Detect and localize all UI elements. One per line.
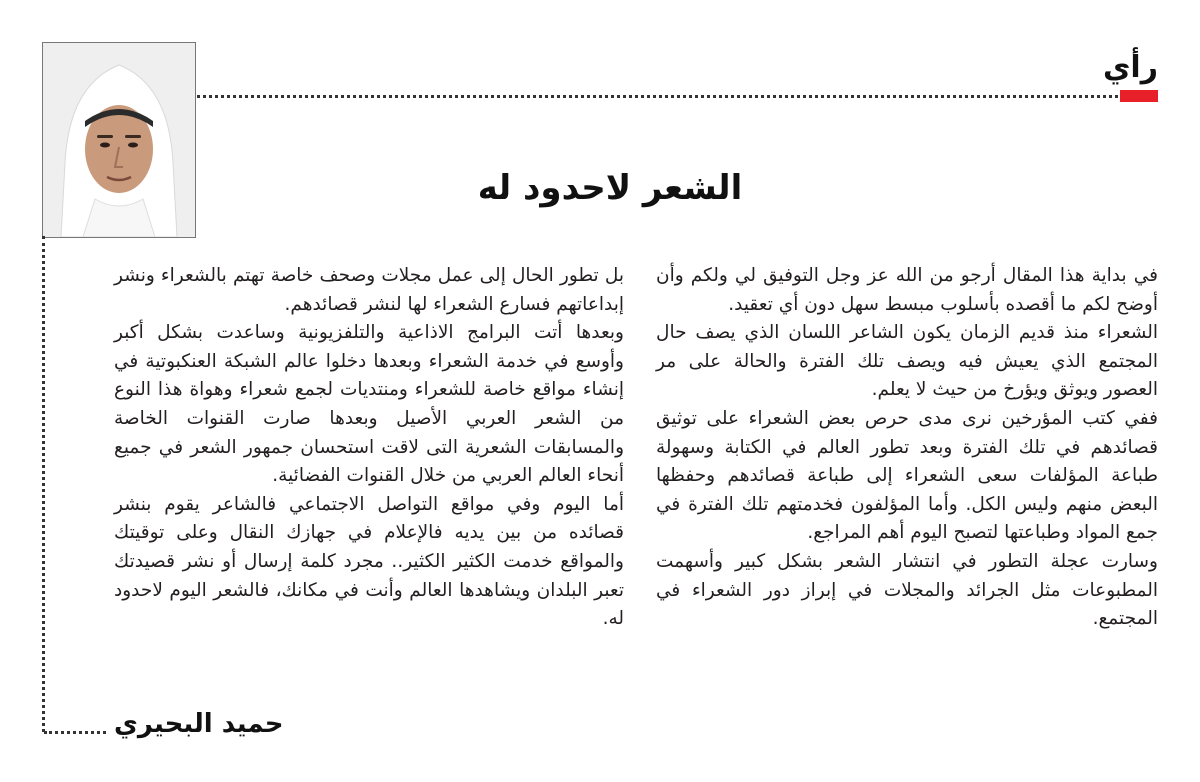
paragraph: الشعراء منذ قديم الزمان يكون الشاعر اللسان الذي يصف حال المجتمع الذي يعيش فيه ويصف تلك الفترة والحالة على مر العصور ويوثق ويؤرخ من حيث لا يعلم. — [656, 322, 1158, 401]
bottom-dotted-rule — [44, 731, 106, 734]
paragraph: بل تطور الحال إلى عمل مجلات وصحف خاصة تهتم بالشعراء ونشر إبداعاتهم فسارع الشعراء لها لنشر قصائدهم. — [114, 265, 624, 315]
paragraph: أما اليوم وفي مواقع التواصل الاجتماعي فالشاعر يقوم بنشر قصائده من بين يديه فالإعلام في جهازك النقال وعلى توقيتك والمواقع خدمت الكثير الكثير.. مجرد كلمة إرسال أو نشر قصيدتك تعبر البلدان ويشاهدها العالم وأنت في مكانك، فالشعر اليوم لاحدود له. — [114, 493, 624, 630]
section-accent-bar — [1120, 90, 1158, 102]
author-name: حميد البحيري — [114, 709, 284, 739]
section-label: رأي — [1102, 50, 1158, 85]
left-dotted-rule — [42, 236, 45, 732]
paragraph: ففي كتب المؤرخين نرى مدى حرص بعض الشعراء على توثيق قصائدهم في تلك الفترة وبعد تطور العالم في الكتابة وسهولة طباعة المؤلفات سعى الشعراء إلى طباعة قصائدهم وحفظها البعض منهم وليس الكل. وأما المؤلفون فخدمتهم تلك الفترة في جمع المواد وطباعتها لتصبح اليوم أهم المراجع. — [656, 407, 1158, 544]
author-photo — [42, 42, 196, 238]
article-title: الشعر لاحدود له — [477, 168, 743, 208]
paragraph: وسارت عجلة التطور في انتشار الشعر بشكل كبير وأسهمت المطبوعات مثل الجرائد والمجلات في إبراز دور الشعراء في المجتمع. — [656, 550, 1158, 630]
article-column-right — [656, 262, 1158, 634]
paragraph: وبعدها أتت البرامج الاذاعية والتلفزيونية وساعدت بشكل أكبر وأوسع في خدمة الشعراء وبعدها دخلوا عالم الشبكة العنكبوتية في إنشاء مواقع خاصة للشعراء ومنتديات لجمع شعراء وهواة هذا النوع من الشعر العربي الأصيل وبعدها صارت القنوات الخاصة والمسابقات الشعرية التى لاقت استحسان جمهور الشعر في جميع أنحاء العالم العربي من خلال القنوات الفضائية. — [114, 322, 624, 487]
article-column-left — [114, 262, 624, 634]
paragraph: في بداية هذا المقال أرجو من الله عز وجل التوفيق لي ولكم وأن أوضح لكم ما أقصده بأسلوب مبسط سهل دون أي تعقيد. — [656, 265, 1158, 315]
top-dotted-rule — [197, 95, 1118, 98]
